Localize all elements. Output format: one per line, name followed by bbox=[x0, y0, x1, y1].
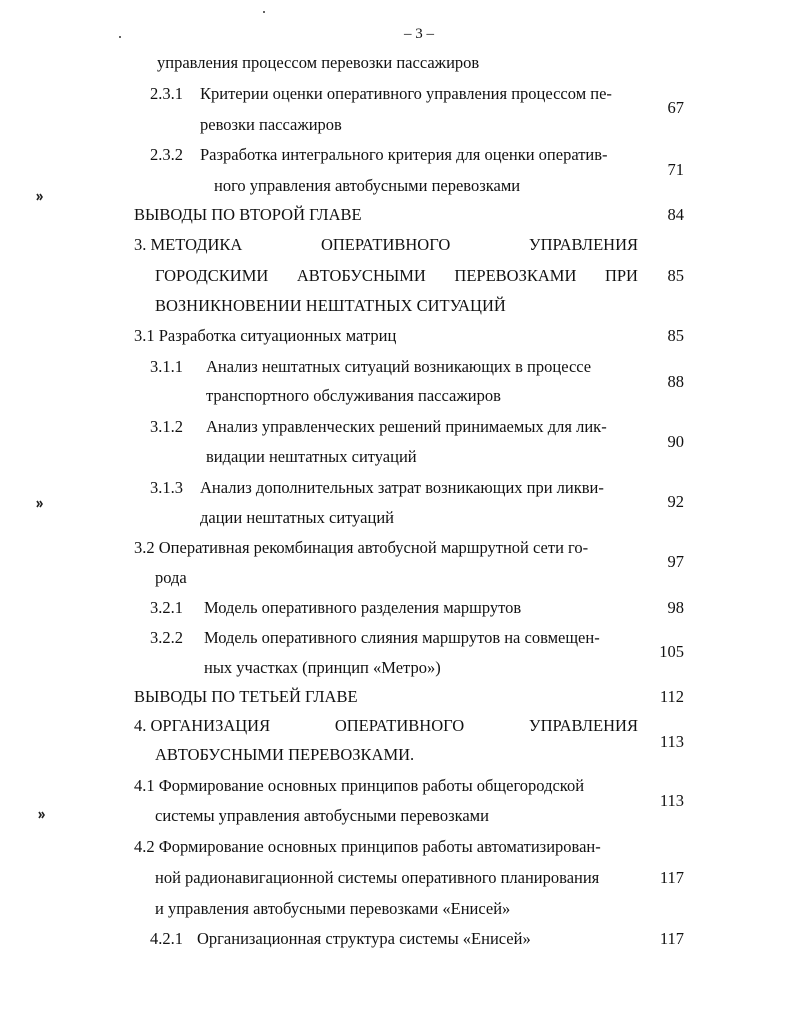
toc-entry-number: 3.1.2 bbox=[150, 417, 183, 436]
toc-entry-page: 67 bbox=[667, 98, 684, 117]
toc-entry-title: Модель оперативного разделения маршрутов bbox=[204, 598, 522, 617]
toc-entry-title: Анализ нештатных ситуаций возникающих в процессе bbox=[206, 357, 592, 376]
toc-entry-number: 3.2.1 bbox=[150, 598, 183, 617]
toc-entry-title: 4.1 Формирование основных принципов работы общегородской bbox=[134, 776, 585, 795]
toc-entry-title-cont: транспортного обслуживания пассажиров bbox=[206, 386, 501, 405]
toc-entry-title: ВЫВОДЫ ПО ВТОРОЙ ГЛАВЕ bbox=[134, 205, 362, 224]
punch-mark-icon bbox=[38, 811, 45, 819]
toc-entry-title-cont: системы управления автобусными перевозками bbox=[155, 806, 489, 825]
toc-entry-number: 2.3.2 bbox=[150, 145, 183, 164]
toc-entry-page: 112 bbox=[659, 687, 684, 706]
toc-entry-page: 84 bbox=[667, 205, 684, 224]
toc-entry-title: Модель оперативного слияния маршрутов на совмещен- bbox=[204, 628, 600, 647]
toc-entry-page: 92 bbox=[667, 492, 684, 511]
toc-entry-title: 3.2 Оперативная рекомбинация автобусной маршрутной сети го- bbox=[134, 538, 589, 557]
toc-entry-number: 3.2.2 bbox=[150, 628, 183, 647]
toc-entry-title: Организационная структура системы «Енисей» bbox=[197, 929, 531, 948]
page-number: – 3 – bbox=[404, 26, 434, 42]
toc-entry-title: 3.1 Разработка ситуационных матриц bbox=[134, 326, 397, 345]
toc-entry-page: 117 bbox=[659, 868, 684, 887]
toc-entry-page: 98 bbox=[667, 598, 684, 617]
toc-entry-title-cont: ной радионавигационной системы оперативного планирования bbox=[155, 868, 600, 887]
toc-chapter-title-cont: ВОЗНИКНОВЕНИИ НЕШТАТНЫХ СИТУАЦИЙ bbox=[155, 296, 506, 315]
title-word: ОПЕРАТИВНОГО bbox=[320, 235, 451, 254]
toc-entry-continuation: управления процессом перевозки пассажиров bbox=[157, 53, 480, 72]
toc-entry-title: 4.2 Формирование основных принципов работы автоматизирован- bbox=[134, 837, 601, 856]
toc-entry-title: Разработка интегрального критерия для оценки оператив- bbox=[200, 145, 608, 164]
toc-entry-title-cont: и управления автобусными перевозками «Енисей» bbox=[155, 899, 511, 918]
toc-entry-page: 113 bbox=[659, 791, 684, 810]
toc-chapter-title bbox=[134, 716, 638, 736]
toc-entry-title: Анализ дополнительных затрат возникающих при ликви- bbox=[200, 478, 604, 497]
toc-entry-title: Критерии оценки оперативного управления процессом пе- bbox=[200, 84, 612, 103]
toc-chapter-title bbox=[134, 235, 638, 255]
title-word: ПЕРЕВОЗКАМИ bbox=[454, 266, 577, 285]
punch-mark-icon bbox=[36, 500, 43, 508]
toc-entry-page: 113 bbox=[659, 732, 684, 751]
toc-entry-page: 90 bbox=[667, 432, 684, 451]
title-word: АВТОБУСНЫМИ bbox=[296, 266, 426, 285]
toc-entry-title-cont: рода bbox=[155, 568, 187, 587]
toc-chapter-title-cont bbox=[155, 266, 638, 286]
toc-entry-number: 2.3.1 bbox=[150, 84, 183, 103]
toc-entry-page: 88 bbox=[667, 372, 684, 391]
toc-entry-title: Анализ управленческих решений принимаемых для лик- bbox=[206, 417, 607, 436]
toc-entry-title-cont: ного управления автобусными перевозками bbox=[214, 176, 521, 195]
toc-entry-title-cont: видации нештатных ситуаций bbox=[206, 447, 417, 466]
title-word: ПРИ bbox=[604, 266, 638, 285]
toc-entry-number: 4.2.1 bbox=[150, 929, 183, 948]
title-word: 4. ОРГАНИЗАЦИЯ bbox=[134, 716, 271, 735]
toc-entry-number: 3.1.3 bbox=[150, 478, 183, 497]
toc-entry-title-cont: дации нештатных ситуаций bbox=[200, 508, 394, 527]
title-word: УПРАВЛЕНИЯ bbox=[528, 716, 638, 735]
title-word: 3. МЕТОДИКА bbox=[134, 235, 243, 254]
toc-entry-page: 85 bbox=[667, 326, 684, 345]
toc-entry-title: ВЫВОДЫ ПО ТЕТЬЕЙ ГЛАВЕ bbox=[134, 687, 358, 706]
toc-entry-page: 85 bbox=[667, 266, 684, 285]
toc-entry-number: 3.1.1 bbox=[150, 357, 183, 376]
toc-entry-page: 97 bbox=[667, 552, 684, 571]
scan-speck bbox=[263, 11, 265, 13]
title-word: ОПЕРАТИВНОГО bbox=[334, 716, 465, 735]
title-word: УПРАВЛЕНИЯ bbox=[528, 235, 638, 254]
toc-entry-page: 117 bbox=[659, 929, 684, 948]
toc-entry-page: 105 bbox=[659, 642, 684, 661]
title-word: ГОРОДСКИМИ bbox=[155, 266, 269, 285]
toc-entry-page: 71 bbox=[667, 160, 684, 179]
toc-chapter-title-cont: АВТОБУСНЫМИ ПЕРЕВОЗКАМИ. bbox=[155, 745, 415, 764]
punch-mark-icon bbox=[36, 193, 43, 201]
toc-entry-title-cont: ных участках (принцип «Метро») bbox=[204, 658, 441, 677]
toc-entry-title-cont: ревозки пассажиров bbox=[200, 115, 342, 134]
scan-speck bbox=[119, 36, 121, 38]
